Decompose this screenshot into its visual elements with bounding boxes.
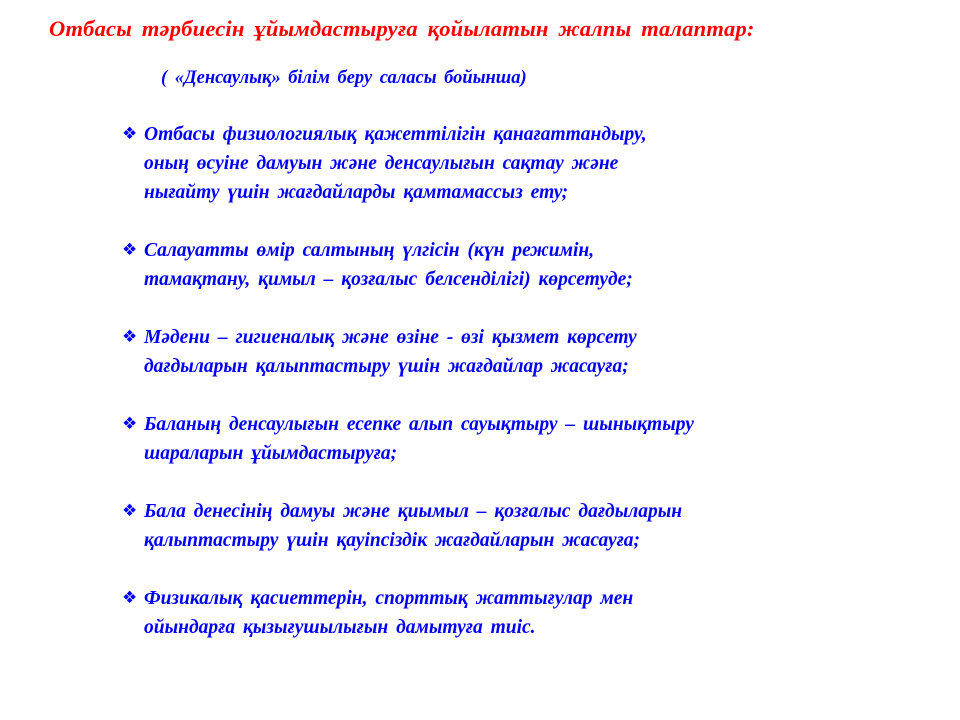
- list-item-line: Отбасы физиологиялық қажеттілігін қанағаттандыру,: [144, 124, 647, 145]
- list-item-line: шараларын ұйымдастыруға;: [144, 443, 398, 464]
- diamond-bullet-icon: ❖: [122, 240, 138, 260]
- list-item-line: оның өсуіне дамуын және денсаулығын сақтау және: [144, 153, 619, 174]
- requirements-list: [122, 120, 922, 671]
- list-item: [122, 497, 922, 555]
- list-item-line: ойындарға қызығушылығын дамытуға тиіс.: [144, 617, 536, 638]
- list-item-line: Салауатты өмір салтының үлгісін (күн режимін,: [144, 240, 595, 261]
- diamond-bullet-icon: ❖: [122, 124, 138, 144]
- list-item: [122, 323, 922, 381]
- list-item-line: Мәдени – гигиеналық және өзіне - өзі қызмет көрсету: [144, 327, 637, 348]
- diamond-bullet-icon: ❖: [122, 501, 138, 521]
- list-item: [122, 120, 922, 207]
- list-item: [122, 236, 922, 294]
- list-item-line: дағдыларын қалыптастыру үшін жағдайлар жасауға;: [144, 356, 629, 377]
- diamond-bullet-icon: ❖: [122, 327, 138, 347]
- slide-subtitle: ( «Денсаулық» білім беру саласы бойынша): [161, 68, 527, 88]
- list-item-line: Бала денесінің дамуы және қиымыл – қозғалыс дағдыларын: [144, 501, 683, 522]
- diamond-bullet-icon: ❖: [122, 588, 138, 608]
- list-item-line: тамақтану, қимыл – қозғалыс белсенділігі) көрсетуде;: [144, 269, 633, 290]
- slide-title: Отбасы тәрбиесін ұйымдастыруға қойылатын жалпы талаптар:: [49, 16, 755, 41]
- list-item-line: нығайту үшін жағдайларды қамтамассыз ету;: [144, 182, 569, 203]
- list-item: [122, 410, 922, 468]
- list-item-line: Физикалық қасиеттерін, спорттық жаттығулар мен: [144, 588, 634, 609]
- list-item-line: қалыптастыру үшін қауіпсіздік жағдайларын жасауға;: [144, 530, 641, 551]
- diamond-bullet-icon: ❖: [122, 414, 138, 434]
- list-item-line: Баланың денсаулығын есепке алып сауықтыру – шынықтыру: [144, 414, 694, 435]
- list-item: [122, 584, 922, 642]
